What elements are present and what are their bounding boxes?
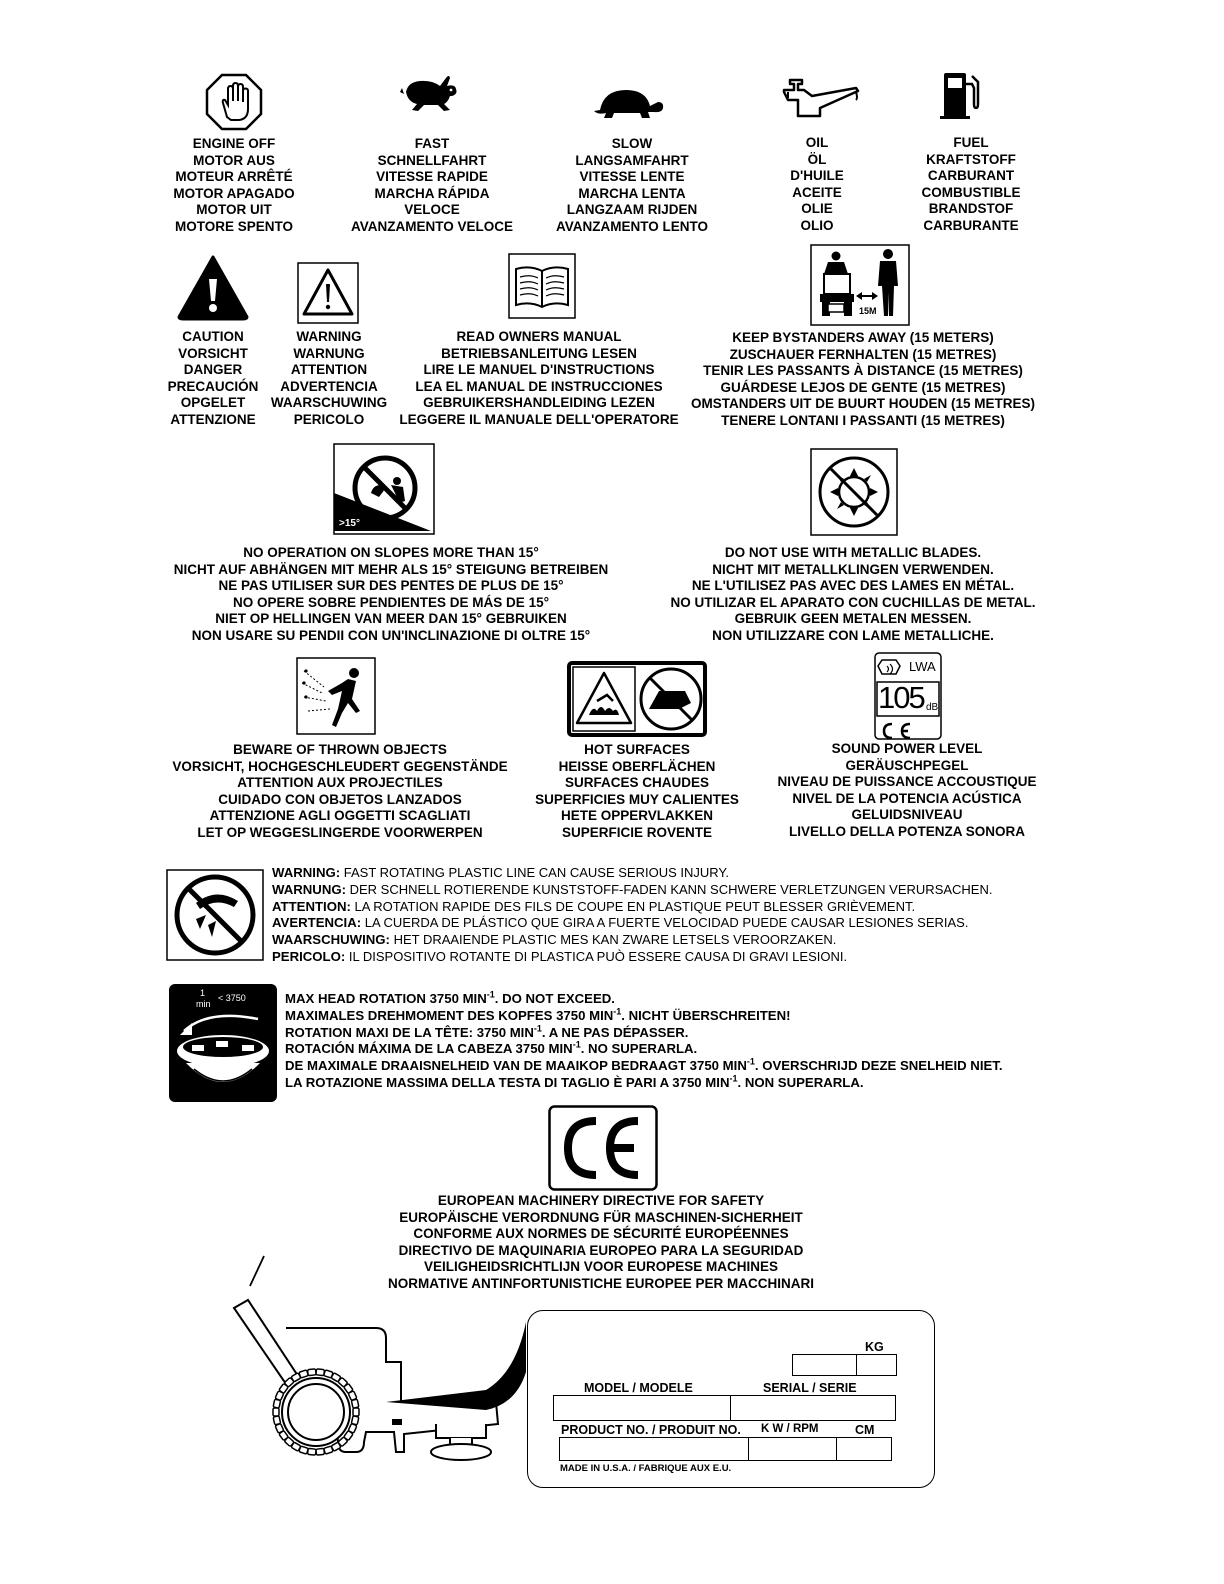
label-line: AVANZAMENTO VELOCE <box>350 218 513 234</box>
rotation-line: DE MAXIMALE DRAAISNELHEID VAN DE MAAIKOP BEDRAAGT 3750 $MIN^{-1}$. OVERSCHRIJD DEZE SNELHEID NIET. <box>285 1056 1003 1074</box>
label-line: ACEITE <box>792 184 842 200</box>
thrown-objects-icon <box>296 657 376 735</box>
warning-line-text: HET DRAAIENDE PLASTIC MES KAN ZWARE LETSELS VEROORZAKEN. <box>389 932 837 948</box>
label-line: NORMATIVE ANTINFORTUNISTICHE EUROPEE PER MACCHINARI <box>387 1275 814 1291</box>
label-line: VORSICHT <box>178 345 248 361</box>
label-line: OLIO <box>800 217 834 233</box>
label-line: BETRIEBSANLEITUNG LESEN <box>441 345 637 361</box>
label-line: VITESSE RAPIDE <box>376 169 488 185</box>
label-line: LANGZAAM RIJDEN <box>566 202 698 218</box>
label-line: TENERE LONTANI I PASSANTI (15 METRES) <box>721 412 1005 428</box>
thrown-objects-label <box>160 742 520 842</box>
label-line: PERICOLO <box>293 411 365 427</box>
label-line: NE L'UTILISEZ PAS AVEC DES LAMES EN MÉTAL. <box>691 578 1015 594</box>
label-line: HETE OPPERVLAKKEN <box>560 808 714 824</box>
label-line: NICHT MIT METALLKLINGEN VERWENDEN. <box>712 561 994 577</box>
bystanders-15m-icon-label: 15M <box>859 306 877 316</box>
label-line: OLIE <box>801 201 833 217</box>
label-line: READ OWNERS MANUAL <box>456 329 622 344</box>
rotation-icon-limit: < 3750 <box>218 993 246 1003</box>
label-line: AVANZAMENTO LENTO <box>555 218 708 234</box>
sound-lwa-label: LWA <box>909 659 936 674</box>
rotation-line: ROTATION MAXI DE LA TÊTE: 3750 $MIN^{-1}$. A NE PAS DÉPASSER. <box>285 1023 689 1040</box>
fast-label <box>342 136 522 236</box>
label-line: KRAFTSTOFF <box>926 151 1016 167</box>
open-book-icon <box>508 253 576 319</box>
label-line: NO OPERATION ON SLOPES MORE THAN 15° <box>243 545 539 560</box>
tread-block <box>273 1408 279 1416</box>
plate-model-serial-field <box>553 1395 896 1421</box>
label-line: CONFORME AUX NORMES DE SÉCURITÉ EUROPÉENNES <box>413 1226 789 1242</box>
label-line: GEBRUIK GEEN METALEN MESSEN. <box>734 611 972 627</box>
label-line: ATTENZIONE <box>170 411 256 427</box>
label-line: KEEP BYSTANDERS AWAY (15 METERS) <box>732 330 994 345</box>
label-line: VEILIGHEIDSRICHTLIJN VOOR EUROPESE MACHINES <box>423 1259 779 1275</box>
label-line: NIVEAU DE PUISSANCE ACCOUSTIQUE <box>777 774 1037 790</box>
label-line: NE PAS UTILISER SUR DES PENTES DE PLUS DE 15° <box>218 578 564 594</box>
tread-block <box>308 1448 317 1455</box>
engine-off-label <box>165 136 303 236</box>
label-line: NIVEL DE LA POTENCIA ACÚSTICA <box>792 790 1022 806</box>
tread-block <box>316 1369 325 1376</box>
sound-power-label <box>766 741 1048 841</box>
tread-block <box>351 1399 359 1408</box>
label-line: GUÁRDESE LEJOS DE GENTE (15 METRES) <box>720 379 1006 395</box>
no-metal-blades-label <box>656 545 1050 645</box>
label-line: BEWARE OF THROWN OBJECTS <box>233 742 447 757</box>
oil-can-icon <box>780 78 860 120</box>
warning-line-label: WARNING: <box>272 865 341 880</box>
oil-label <box>762 135 872 235</box>
label-line: COMBUSTIBLE <box>921 184 1021 200</box>
label-line: OMSTANDERS UIT DE BUURT HOUDEN (15 METRES) <box>690 396 1035 412</box>
label-line: NON UTILIZZARE CON LAME METALLICHE. <box>712 627 994 643</box>
label-line: LANGSAMFAHRT <box>575 152 689 168</box>
warning-line-text: IL DISPOSITIVO ROTANTE DI PLASTICA PUÒ ESSERE CAUSA DI GRAVI LESIONI. <box>345 948 848 964</box>
plate-kw-label: K W / RPM <box>761 1423 819 1435</box>
rotating-line-warning-icon <box>166 869 264 961</box>
warning-line-text: LA CUERDA DE PLÁSTICO QUE GIRA A FUERTE VELOCIDAD PUEDE CAUSAR LESIONES SERIAS. <box>361 915 969 931</box>
keep-bystanders-label <box>680 330 1046 430</box>
label-line: WARNUNG <box>293 345 365 361</box>
rotation-line: ROTACIÓN MÁXIMA DE LA CABEZA 3750 $MIN^{-1}$. NO SUPERARLA. <box>285 1040 698 1057</box>
rotation-line: LA ROTAZIONE MASSIMA DELLA TESTA DI TAGLIO È PARI A 3750 $MIN^{-1}$. NON SUPERARLA. <box>285 1073 864 1090</box>
label-line: NON USARE SU PENDII CON UN'INCLINAZIONE DI OLTRE 15° <box>191 627 591 643</box>
rotation-line: MAX HEAD ROTATION 3750 $MIN^{-1}$. DO NOT EXCEED. <box>285 989 615 1006</box>
label-line: PRECAUCIÓN <box>167 378 259 394</box>
label-line: HEISSE OBERFLÄCHEN <box>558 758 716 774</box>
tread-block <box>273 1416 281 1425</box>
tread-block <box>316 1448 325 1455</box>
label-line: DIRECTIVO DE MAQUINARIA EUROPEO PARA LA SEGURIDAD <box>398 1242 804 1258</box>
label-line: LIVELLO DELLA POTENZA SONORA <box>789 823 1025 839</box>
read-manual-label <box>390 329 688 429</box>
label-line: ATTENTION AUX PROJECTILES <box>237 775 443 791</box>
label-line: GELUIDSNIVEAU <box>851 807 963 823</box>
label-line: NIET OP HELLINGEN VAN MEER DAN 15° GEBRUIKEN <box>215 611 567 627</box>
label-line: CARBURANT <box>927 168 1015 184</box>
warning-line <box>272 932 992 949</box>
machine-diagram <box>226 1252 536 1484</box>
label-line: SLOW <box>611 136 653 151</box>
plastic-line-warning-text <box>272 865 992 966</box>
label-line: ÖL <box>807 151 827 167</box>
no-metal-blades-icon <box>810 448 898 536</box>
plate-model-label: MODEL / MODELE <box>584 1381 693 1395</box>
warning-line <box>272 899 992 916</box>
label-line: DANGER <box>183 362 243 378</box>
rabbit-fast-icon <box>400 72 462 114</box>
label-line: MOTOR APAGADO <box>173 185 295 201</box>
label-line: GEBRUIKERSHANDLEIDING LEZEN <box>423 395 655 411</box>
plate-serial-label: SERIAL / SERIE <box>763 1381 857 1395</box>
label-line: VELOCE <box>404 202 460 218</box>
sound-unit: dB <box>926 702 939 713</box>
sound-value: 105 <box>878 680 924 715</box>
rotation-line: MAXIMALES DREHMOMENT DES KOPFES 3750 $MIN^{-1}$. NICHT ÜBERSCHREITEN! <box>285 1006 791 1023</box>
label-line: SUPERFICIE ROVENTE <box>561 824 713 840</box>
tread-block <box>308 1369 317 1376</box>
warning-label <box>262 329 396 429</box>
slopes-icon-label: >15° <box>339 518 360 529</box>
label-line: MOTORE SPENTO <box>174 218 294 234</box>
plate-kg-divider <box>856 1354 857 1376</box>
caution-triangle-icon <box>177 255 249 321</box>
label-line: TENIR LES PASSANTS À DISTANCE (15 METRES) <box>703 363 1023 379</box>
label-line: CUIDADO CON OBJETOS LANZADOS <box>218 791 462 807</box>
warning-line <box>272 949 992 966</box>
label-line: HOT SURFACES <box>584 742 690 757</box>
label-line: D'HUILE <box>790 168 844 184</box>
plate-product-divider-2 <box>836 1437 837 1461</box>
ce-mark-icon <box>548 1105 658 1191</box>
label-line: SURFACES CHAUDES <box>564 775 710 791</box>
label-line: GERÄUSCHPEGEL <box>845 757 969 773</box>
label-line: VORSICHT, HOCHGESCHLEUDERT GEGENSTÄNDE <box>172 758 508 774</box>
label-line: NO UTILIZAR EL APARATO CON CUCHILLAS DE METAL. <box>670 594 1036 610</box>
label-line: ENGINE OFF <box>192 136 276 151</box>
hot-surfaces-label <box>525 742 749 842</box>
warning-line-text: DER SCHNELL ROTIERENDE KUNSTSTOFF-FADEN KANN SCHWERE VERLETZUNGEN VERURSACHEN. <box>346 881 993 897</box>
label-line: ATTENZIONE AGLI OGGETTI SCAGLIATI <box>209 808 471 824</box>
label-line: MOTEUR ARRÊTÉ <box>175 169 293 185</box>
plate-product-label: PRODUCT NO. / PRODUIT NO. <box>561 1423 741 1437</box>
label-line: SUPERFICIES MUY CALIENTES <box>535 791 739 807</box>
plate-product-divider-1 <box>748 1437 749 1461</box>
hot-surfaces-icon <box>567 661 707 737</box>
plate-kg-label: KG <box>865 1340 884 1354</box>
label-line: NICHT AUF ABHÄNGEN MIT MEHR ALS 15° STEIGUNG BETREIBEN <box>173 561 609 577</box>
warning-line-label: PERICOLO: <box>272 948 346 964</box>
plate-made-in-label: MADE IN U.S.A. / FABRIQUE AUX E.U. <box>560 1463 732 1474</box>
max-rotation-text <box>285 991 1003 1092</box>
label-line: ADVERTENCIA <box>280 378 378 394</box>
label-line: CARBURANTE <box>923 217 1019 233</box>
plate-kg-field <box>792 1354 897 1376</box>
label-line: FUEL <box>953 135 989 150</box>
warning-line-label: WAARSCHUWING: <box>272 932 390 948</box>
warning-line-text: LA ROTATION RAPIDE DES FILS DE COUPE EN PLASTIQUE PEUT BLESSER GRIÈVEMENT. <box>350 898 916 914</box>
label-line: NO OPERE SOBRE PENDIENTES DE MÁS DE 15° <box>233 594 549 610</box>
label-line: LET OP WEGGESLINGERDE VOORWERPEN <box>197 824 483 840</box>
warning-line-label: WARNUNG: <box>272 881 346 897</box>
warning-triangle-icon <box>297 262 359 324</box>
turtle-slow-icon <box>592 86 664 120</box>
warning-line-label: ATTENTION: <box>272 898 351 914</box>
warning-line <box>272 915 992 932</box>
stop-hand-icon <box>205 73 263 131</box>
label-line: SOUND POWER LEVEL <box>831 741 983 756</box>
label-line: LEA EL MANUAL DE INSTRUCCIONES <box>415 378 663 394</box>
rotation-icon-den: min <box>196 999 211 1009</box>
label-line: WARNING <box>296 329 362 344</box>
plate-product-field <box>559 1437 892 1461</box>
label-line: LEGGERE IL MANUALE DELL'OPERATORE <box>399 411 679 427</box>
label-line: WAARSCHUWING <box>270 395 388 411</box>
label-line: ZUSCHAUER FERNHALTEN (15 METRES) <box>729 346 997 362</box>
slow-label <box>546 136 718 236</box>
label-line: EUROPÄISCHE VERORDNUNG FÜR MASCHINEN-SICHERHEIT <box>399 1209 803 1225</box>
warning-line <box>272 882 992 899</box>
label-line: MARCHA RÁPIDA <box>374 185 490 201</box>
label-line: EUROPEAN MACHINERY DIRECTIVE FOR SAFETY <box>437 1193 765 1208</box>
plate-cm-label: CM <box>855 1423 875 1437</box>
rotation-icon-num: 1 <box>200 988 206 998</box>
tread-block <box>353 1408 359 1416</box>
fuel-pump-icon <box>938 70 982 120</box>
label-line: LIRE LE MANUEL D'INSTRUCTIONS <box>423 362 655 378</box>
warning-line-label: AVERTENCIA: <box>272 915 362 931</box>
label-line: CAUTION <box>182 329 244 344</box>
label-line: BRANDSTOF <box>928 201 1014 217</box>
label-line: OPGELET <box>180 395 246 411</box>
label-line: FAST <box>414 136 450 151</box>
label-line: VITESSE LENTE <box>579 169 685 185</box>
caution-label <box>158 329 268 429</box>
label-line: OIL <box>805 135 829 150</box>
no-slopes-label <box>160 545 622 645</box>
label-line: SCHNELLFAHRT <box>377 152 487 168</box>
warning-line-text: FAST ROTATING PLASTIC LINE CAN CAUSE SERIOUS INJURY. <box>340 865 730 880</box>
label-line: MARCHA LENTA <box>578 185 686 201</box>
label-line: MOTOR UIT <box>196 202 272 218</box>
label-line: ATTENTION <box>290 362 368 378</box>
label-line: DO NOT USE WITH METALLIC BLADES. <box>724 545 982 560</box>
label-line: MOTOR AUS <box>193 152 275 168</box>
warning-line <box>272 865 992 882</box>
fuel-label <box>910 135 1032 235</box>
plate-model-serial-divider <box>730 1395 731 1421</box>
